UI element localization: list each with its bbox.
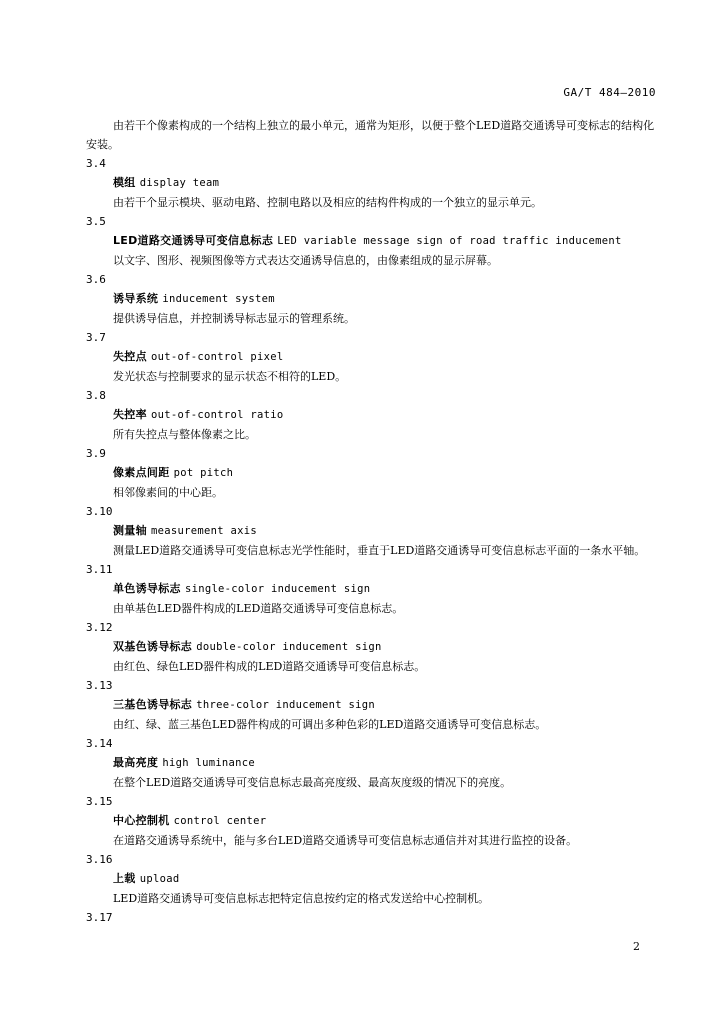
term-entry bbox=[86, 618, 658, 676]
term-english: pot pitch bbox=[173, 467, 234, 479]
term-english: control center bbox=[173, 815, 267, 827]
entry-definition: 提供诱导信息，并控制诱导标志显示的管理系统。 bbox=[113, 312, 355, 325]
term-chinese: 双基色诱导标志 bbox=[113, 640, 193, 653]
entry-definition: 在道路交通诱导系统中，能与多台LED道路交通诱导可变信息标志通信并对其进行监控的设备。 bbox=[113, 834, 578, 847]
term-entry bbox=[86, 154, 658, 212]
entry-number: 3.11 bbox=[86, 563, 113, 576]
term-chinese: 像素点间距 bbox=[113, 466, 170, 479]
entry-definition: 由单基色LED器件构成的LED道路交通诱导可变信息标志。 bbox=[113, 602, 404, 615]
entry-number: 3.6 bbox=[86, 273, 106, 286]
term-english: measurement axis bbox=[151, 525, 257, 537]
term-english: inducement system bbox=[162, 293, 275, 305]
term-entry bbox=[86, 676, 658, 734]
entry-definition: 发光状态与控制要求的显示状态不相符的LED。 bbox=[113, 370, 347, 383]
entry-number: 3.13 bbox=[86, 679, 113, 692]
page-number: 2 bbox=[633, 940, 640, 953]
term-chinese: 单色诱导标志 bbox=[113, 582, 181, 595]
entry-number: 3.9 bbox=[86, 447, 106, 460]
term-english: high luminance bbox=[162, 757, 256, 769]
entry-number: 3.15 bbox=[86, 795, 113, 808]
entry-term bbox=[86, 811, 658, 831]
term-entry bbox=[86, 850, 658, 908]
term-english: single-color inducement sign bbox=[184, 583, 371, 595]
entry-number: 3.4 bbox=[86, 157, 106, 170]
term-entry bbox=[86, 734, 658, 792]
entry-number: 3.12 bbox=[86, 621, 113, 634]
trailing-entry-number: 3.17 bbox=[86, 911, 113, 924]
entry-term bbox=[86, 405, 658, 425]
entry-term bbox=[86, 231, 658, 251]
entry-number: 3.10 bbox=[86, 505, 113, 518]
term-entry bbox=[86, 560, 658, 618]
term-entry bbox=[86, 270, 658, 328]
entry-definition: LED道路交通诱导可变信息标志把特定信息按约定的格式发送给中心控制机。 bbox=[113, 892, 490, 905]
term-entry bbox=[86, 328, 658, 386]
term-chinese: 最高亮度 bbox=[113, 756, 159, 769]
term-english: three-color inducement sign bbox=[196, 699, 376, 711]
entry-term bbox=[86, 173, 658, 193]
entry-term bbox=[86, 869, 658, 889]
term-english: upload bbox=[139, 873, 180, 885]
entry-definition: 测量LED道路交通诱导可变信息标志光学性能时，垂直于LED道路交通诱导可变信息标志平面的一条水平轴。 bbox=[113, 544, 646, 557]
entry-term bbox=[86, 753, 658, 773]
entry-number: 3.7 bbox=[86, 331, 106, 344]
term-chinese: 三基色诱导标志 bbox=[113, 698, 193, 711]
term-chinese: 中心控制机 bbox=[113, 814, 170, 827]
term-chinese: 上载 bbox=[113, 872, 136, 885]
entry-number: 3.14 bbox=[86, 737, 113, 750]
entry-definition: 在整个LED道路交通诱导可变信息标志最高亮度级、最高灰度级的情况下的亮度。 bbox=[113, 776, 512, 789]
entry-term bbox=[86, 521, 658, 541]
term-english: LED variable message sign of road traffic inducement bbox=[277, 235, 622, 247]
standard-code-header: GA/T 484—2010 bbox=[563, 86, 656, 99]
document-body bbox=[86, 116, 658, 927]
entry-term bbox=[86, 289, 658, 309]
entry-term bbox=[86, 463, 658, 483]
term-entry bbox=[86, 502, 658, 560]
entry-definition: 以文字、图形、视频图像等方式表达交通诱导信息的，由像素组成的显示屏幕。 bbox=[113, 254, 498, 267]
term-chinese: LED道路交通诱导可变信息标志 bbox=[113, 234, 274, 247]
term-entry bbox=[86, 212, 658, 270]
term-chinese: 模组 bbox=[113, 176, 136, 189]
entry-term bbox=[86, 347, 658, 367]
entry-term bbox=[86, 579, 658, 599]
entry-definition: 由红色、绿色LED器件构成的LED道路交通诱导可变信息标志。 bbox=[113, 660, 426, 673]
term-chinese: 诱导系统 bbox=[113, 292, 159, 305]
entry-definition: 由若干个显示模块、驱动电路、控制电路以及相应的结构件构成的一个独立的显示单元。 bbox=[113, 196, 542, 209]
entry-definition: 相邻像素间的中心距。 bbox=[113, 486, 223, 499]
term-english: out-of-control ratio bbox=[151, 409, 284, 421]
entry-term bbox=[86, 695, 658, 715]
term-chinese: 失控点 bbox=[113, 350, 147, 363]
term-entry bbox=[86, 792, 658, 850]
entry-number: 3.5 bbox=[86, 215, 106, 228]
term-english: display team bbox=[139, 177, 220, 189]
entry-number: 3.16 bbox=[86, 853, 113, 866]
term-entry-list bbox=[86, 154, 658, 908]
entry-term bbox=[86, 637, 658, 657]
term-entry bbox=[86, 386, 658, 444]
term-entry bbox=[86, 444, 658, 502]
entry-definition: 所有失控点与整体像素之比。 bbox=[113, 428, 256, 441]
entry-number: 3.8 bbox=[86, 389, 106, 402]
term-chinese: 测量轴 bbox=[113, 524, 147, 537]
term-chinese: 失控率 bbox=[113, 408, 147, 421]
intro-definition: 由若干个像素构成的一个结构上独立的最小单元，通常为矩形，以便于整个LED道路交通诱导可变标志的结构化安装。 bbox=[86, 119, 655, 151]
entry-definition: 由红、绿、蓝三基色LED器件构成的可调出多种色彩的LED道路交通诱导可变信息标志。 bbox=[113, 718, 547, 731]
term-english: double-color inducement sign bbox=[196, 641, 382, 653]
term-english: out-of-control pixel bbox=[151, 351, 284, 363]
